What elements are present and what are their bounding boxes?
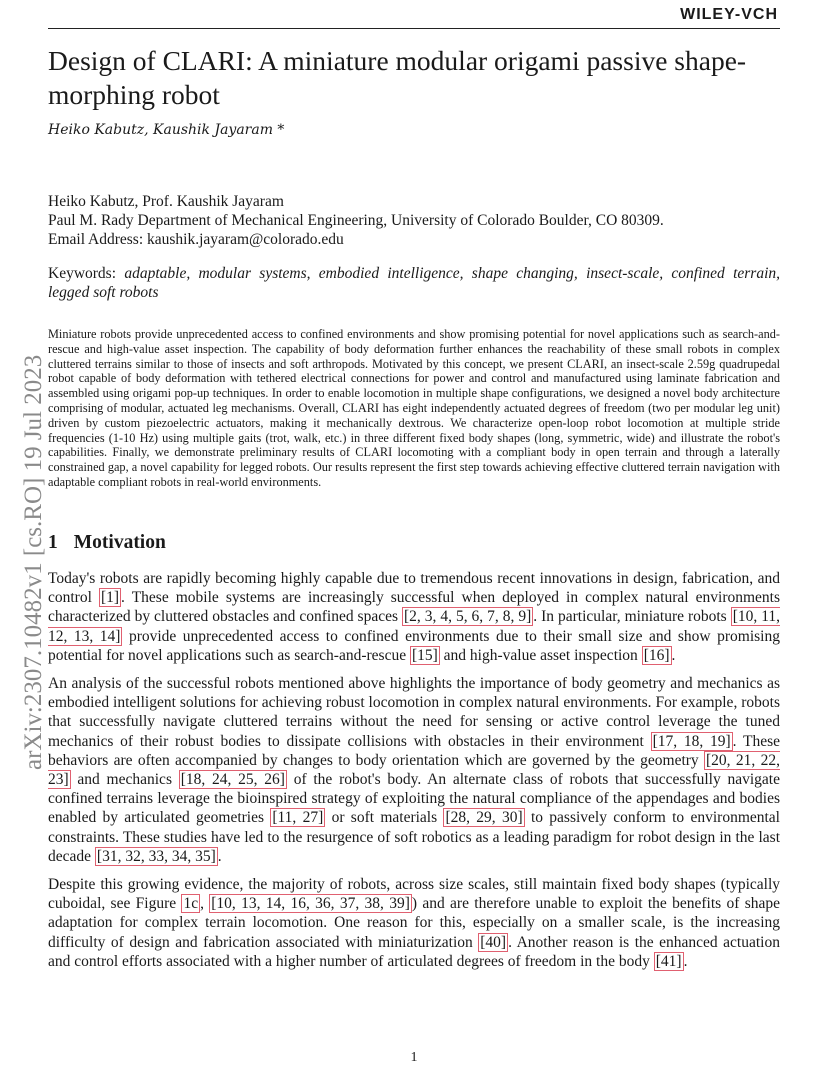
abstract: Miniature robots provide unprecedented access to confined environments and show promising potential for novel applications such as search-and-rescue and high-value asset inspection. The capability of body deformation further enhances the reachability of these small robots in complex cluttered terrains similar to those of insects and soft arthropods. Motivated by this concept, we present CLARI, an insect-scale 2.59g quadrupedal robot capable of body deformation with tethered electrical connections for power and control and manufactured using laminate fabrication and assembled using origami pop-up techniques. In order to enable locomotion in multiple shape configurations, we designed a novel body architecture comprising of modular, actuated leg mechanisms. Overall, CLARI has eight independently actuated degrees of freedom (two per modular leg unit) driven by custom piezoelectric actuators, making it mechanically dextrous. We characterize open-loop robot locomotion at multiple stride frequencies (1-10 Hz) using multiple gaits (trot, walk, etc.) in three different fixed body shapes (long, symmetric, wide) and illustrate the robot's capabilities. Finally, we demonstrate preliminary results of CLARI locomoting with a compliant body in open terrain and through a laterally constrained gap, a novel capability for legged robots. Our results represent the first step towards achieving effective cluttered terrain navigation with adaptable compliant robots in real-world environments. xyxy=(48,327,780,489)
header-rule xyxy=(48,28,780,29)
text-run: ) and are therefore unable to exploit the benefits of shape adaptation for complex terrain locomotion. One reason for this, especially on a smaller scale, is the increasing difficulty of design and fabrication associated with miniaturization xyxy=(48,895,780,951)
text-run: . In particular, miniature robots xyxy=(533,608,731,626)
section-body xyxy=(48,569,780,980)
text-run: of the robot's body. An alternate class of robots that successfully navigate confined terrains leverage the bioinspired strategy of exploiting the natural compliance of the appendages and bodies enabled by articulated geometries xyxy=(48,771,780,827)
author-list: Heiko Kabutz, Kaushik Jayaram * xyxy=(48,122,285,138)
affiliation-department: Paul M. Rady Department of Mechanical Engineering, University of Colorado Boulder, CO 80309. xyxy=(48,212,664,229)
citation-link[interactable]: [40] xyxy=(480,933,507,951)
text-run: . Another reason is the enhanced actuation and control efforts associated with a higher number of articulated degrees of freedom in the body xyxy=(48,933,780,970)
text-run: . xyxy=(671,646,676,664)
text-run: and high-value asset inspection xyxy=(439,646,642,664)
page-number: 1 xyxy=(410,1050,418,1065)
paragraph-2 xyxy=(48,674,780,866)
section-number: 1 xyxy=(48,532,58,553)
publisher-logo: WILEY-VCH xyxy=(680,6,778,23)
section-heading xyxy=(48,532,166,554)
citation-link[interactable]: [11, 27] xyxy=(272,809,324,827)
text-run: . These mobile systems are increasingly successful when deployed in complex natural environments characterized by cluttered obstacles and confined spaces xyxy=(48,589,781,626)
text-run: Today's robots are rapidly becoming highly capable due to tremendous recent innovations in design, fabrication, and control xyxy=(48,570,780,607)
citation-link[interactable]: [28, 29, 30] xyxy=(445,809,523,827)
text-run: Despite this growing evidence, the majority of robots, across size scales, still maintain fixed body shapes (typically cuboidal, see Figure xyxy=(48,876,780,913)
citation-link[interactable]: [18, 24, 25, 26] xyxy=(180,771,285,789)
citation-link[interactable]: [10, 13, 14, 16, 36, 37, 38, 39] xyxy=(211,895,410,913)
citation-link[interactable]: [15] xyxy=(411,646,438,664)
text-run: or soft materials xyxy=(325,809,444,827)
citation-link[interactable]: [17, 18, 19] xyxy=(652,732,731,750)
keywords-list: adaptable, modular systems, embodied intelligence, shape changing, insect-scale, confined terrain, legged soft robots xyxy=(48,265,781,301)
affiliation-block xyxy=(48,192,780,249)
arxiv-identifier: arXiv:2307.10482v1 [cs.RO] 19 Jul 2023 xyxy=(20,354,47,770)
citation-link[interactable]: [41] xyxy=(655,952,682,970)
citation-link[interactable]: [20, 21, 22, 23] xyxy=(48,751,780,789)
paragraph-3 xyxy=(48,875,780,971)
affiliation-names: Heiko Kabutz, Prof. Kaushik Jayaram xyxy=(48,193,284,210)
figure-link[interactable]: 1c xyxy=(183,895,199,913)
text-run: . xyxy=(683,952,688,970)
paper-title: Design of CLARI: A miniature modular origami passive shape-morphing robot xyxy=(48,45,747,110)
citation-link[interactable]: [2, 3, 4, 5, 6, 7, 8, 9] xyxy=(404,608,532,626)
paragraph-1 xyxy=(48,569,780,665)
citation-link[interactable]: [1] xyxy=(100,589,120,607)
text-run: to passively conform to environmental constraints. These studies have led to the resurgence of soft robotics as a leading paradigm for robot design in the last decade xyxy=(48,809,780,865)
keywords-block xyxy=(48,264,780,302)
text-run: . These behaviors are often accompanied by changes to body orientation which are governed by the geometry xyxy=(48,732,780,769)
citation-link[interactable]: [31, 32, 33, 34, 35] xyxy=(96,847,216,865)
keywords-label: Keywords: xyxy=(48,265,117,282)
text-run: , xyxy=(200,895,210,913)
citation-link[interactable]: [16] xyxy=(643,646,670,664)
affiliation-email: Email Address: kaushik.jayaram@colorado.edu xyxy=(48,231,344,248)
text-run: and mechanics xyxy=(70,771,179,789)
citation-link[interactable]: [10, 11, 12, 13, 14] xyxy=(48,608,780,645)
section-title: Motivation xyxy=(73,532,166,553)
text-run: An analysis of the successful robots mentioned above highlights the importance of body geometry and mechanics as embodied intelligent solutions for achieving robust locomotion in complex natural environments. For example, robots that successfully navigate cluttered terrains without the need for sensing or active control leverage the tuned mechanics of their robust bodies to dissipate collisions with obstacles in their environment xyxy=(48,675,780,750)
text-run: provide unprecedented access to confined environments due to their small size and show promising potential for novel applications such as search-and-rescue xyxy=(48,627,780,664)
text-run: . xyxy=(217,847,222,865)
